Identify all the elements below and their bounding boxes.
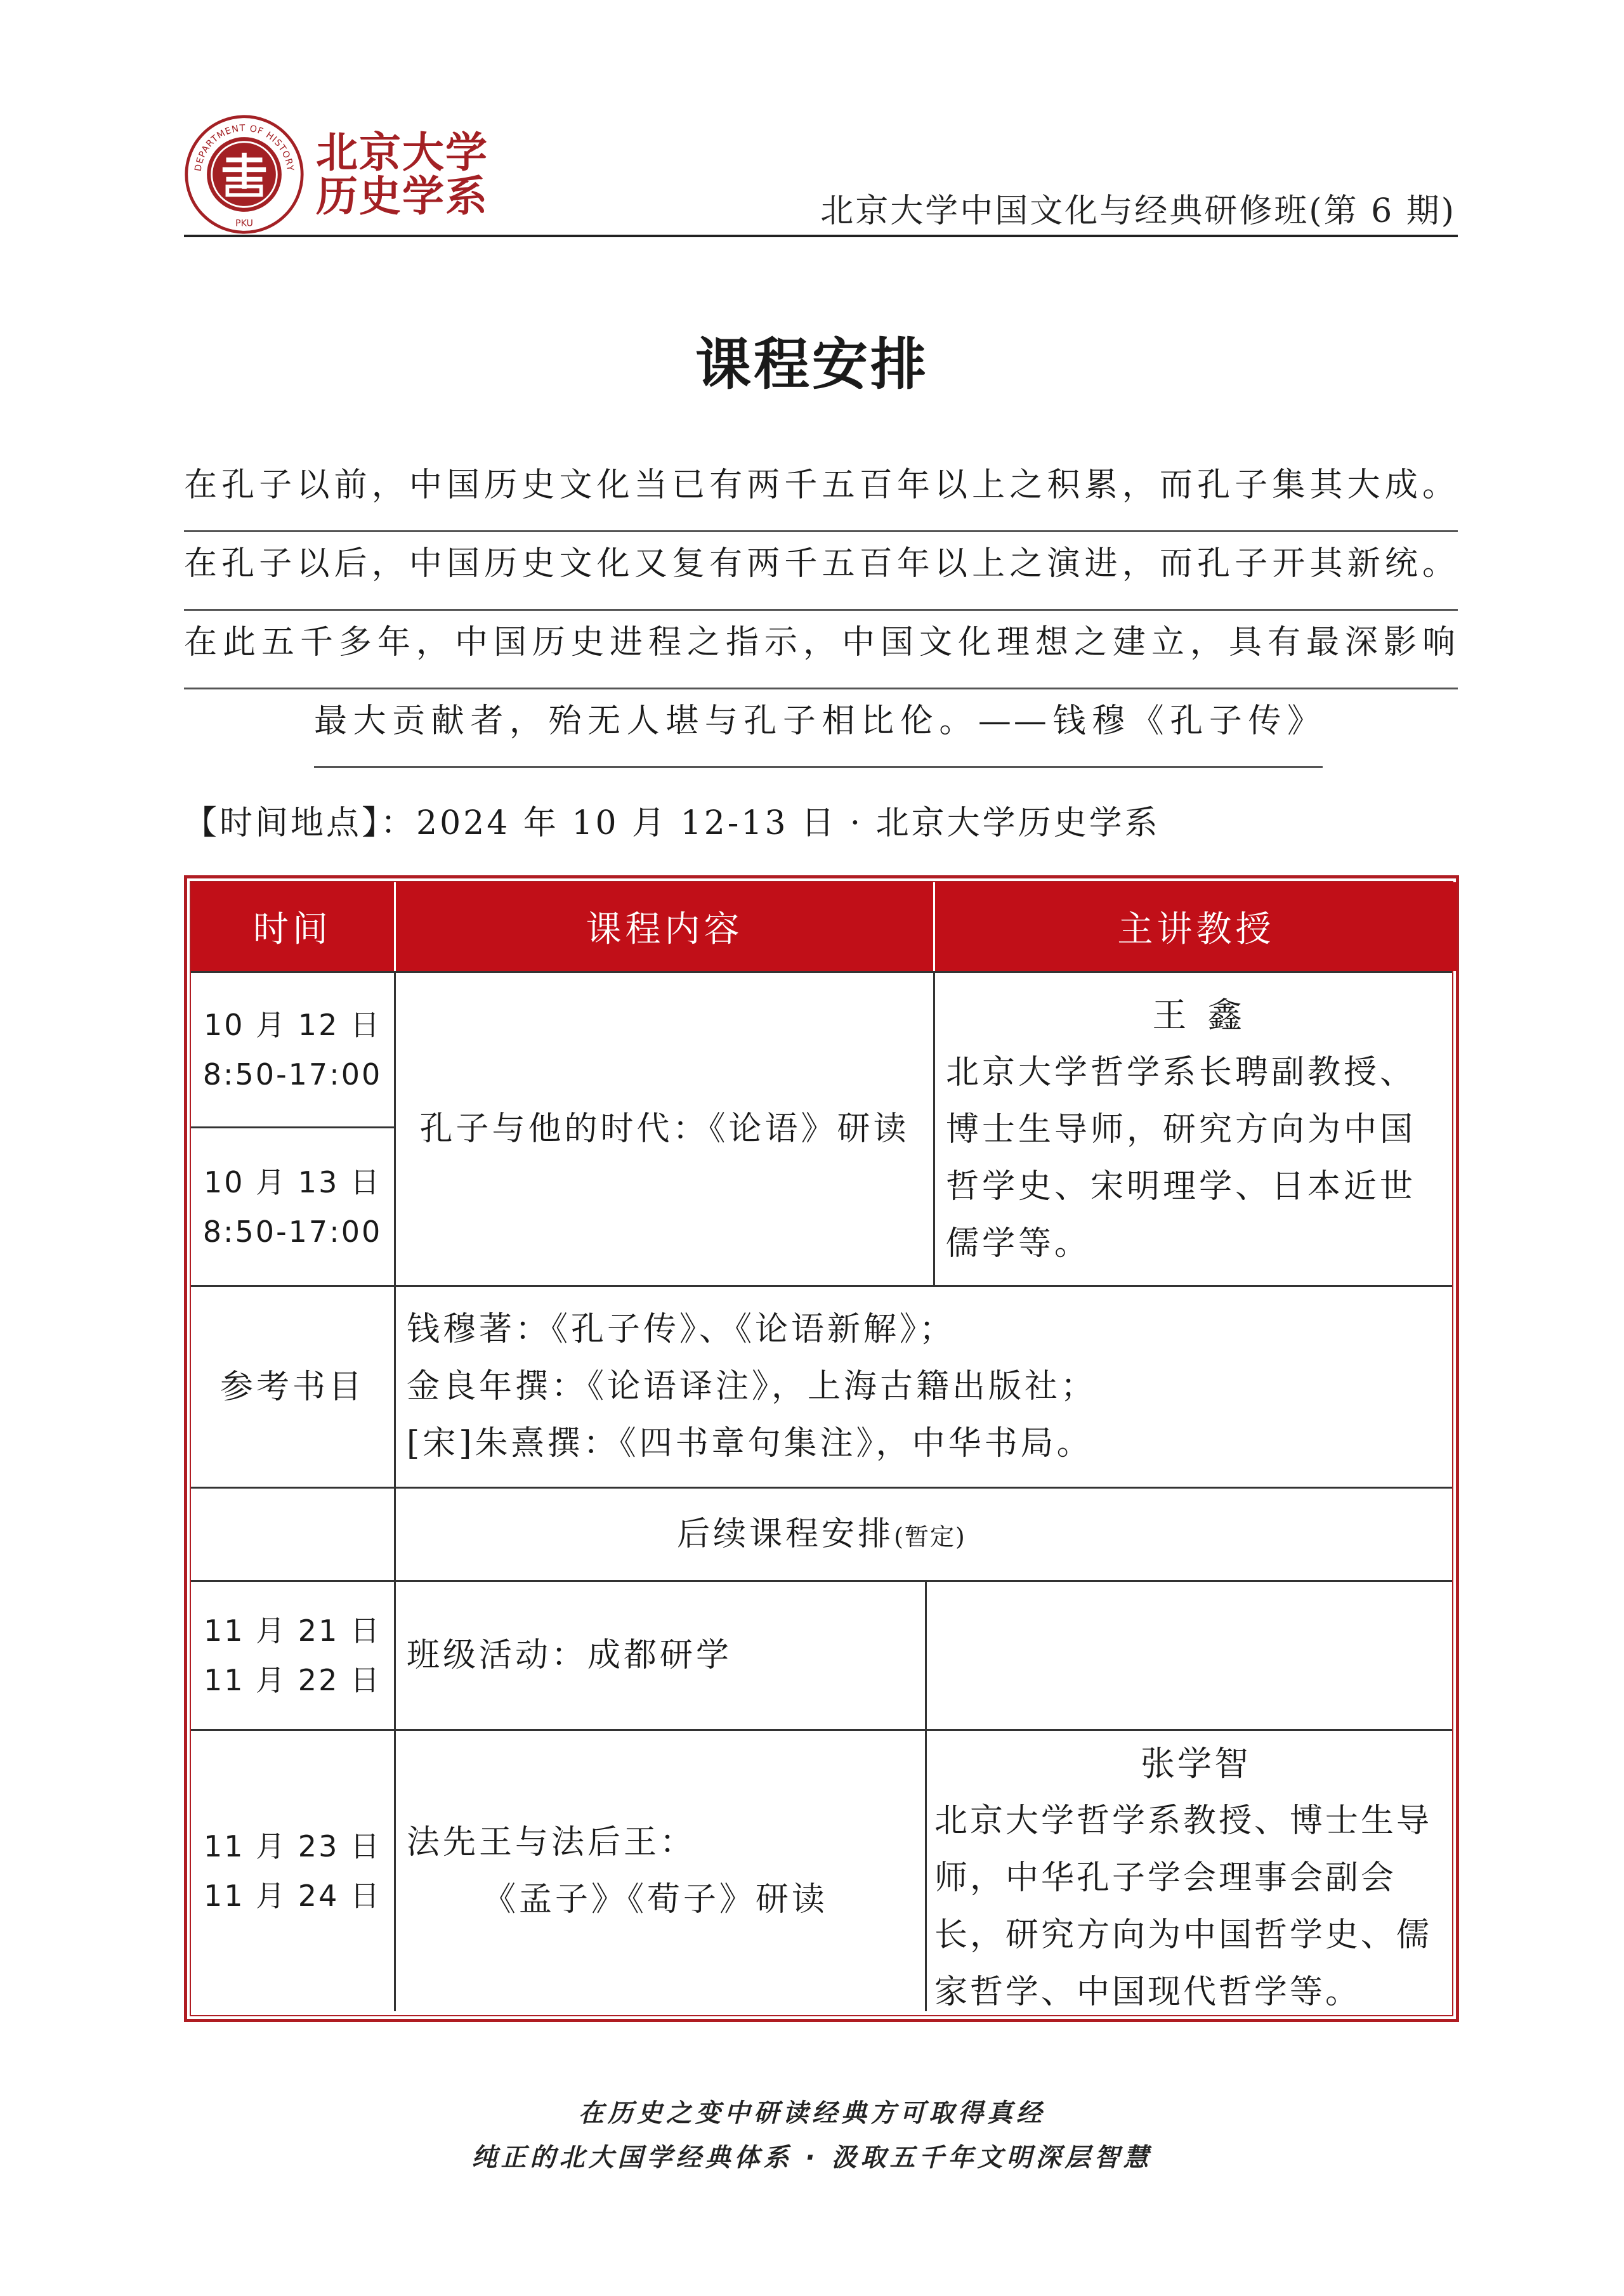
schedule-table-inner xyxy=(190,881,1453,2016)
footer-slogan-2: 纯正的北大国学经典体系 · 汲取五千年文明深层智慧 xyxy=(471,2143,1153,2172)
header-professor: 主讲教授 xyxy=(935,882,1457,971)
session1-professor xyxy=(946,987,1453,1272)
session1-date-day2: 10 月 13 日 8:50-17:00 xyxy=(202,1164,383,1249)
session2-content: 班级活动：成都研学 xyxy=(407,1636,733,1674)
quote-line: 在孔子以前，中国历史文化当已有两千五百年以上之积累，而孔子集其大成。 xyxy=(184,453,1458,532)
time-place: 【时间地点】：2024 年 10 月 12-13 日 · 北京大学历史学系 xyxy=(184,804,1160,842)
professor-bio: 北京大学哲学系教授、博士生导 师，中华孔子学会理事会副会 长，研究方向为中国哲学史、儒 家哲学、中国现代哲学等。 xyxy=(934,1802,1432,2011)
page-title: 课程安排 xyxy=(695,332,929,397)
followup-heading: 后续课程安排 (暂定) xyxy=(677,1515,966,1553)
logo-line-university: 北京大学 xyxy=(316,127,488,177)
program-title: 北京大学中国文化与经典研修班(第 6 期) xyxy=(820,192,1456,230)
professor-name: 张学智 xyxy=(1141,1744,1251,1784)
session1-content: 孔子与他的时代：《论语》研读 xyxy=(419,1110,910,1148)
department-logo xyxy=(184,114,488,235)
schedule-table xyxy=(184,875,1459,2022)
professor-name: 王 鑫 xyxy=(1152,995,1247,1035)
session3-content: 法先王与法后王： 《孟子》《荀子》研读 xyxy=(407,1823,828,1919)
session2-professor xyxy=(927,1582,1453,1729)
reference-item: [宋]朱熹撰：《四书章句集注》，中华书局。 xyxy=(407,1425,1093,1463)
quote-block xyxy=(184,453,1458,768)
reference-item: 钱穆著：《孔子传》、《论语新解》； xyxy=(407,1310,956,1348)
session3-professor xyxy=(934,1735,1457,2021)
department-name xyxy=(316,127,488,221)
quote-line: 在孔子以后，中国历史文化又复有两千五百年以上之演进，而孔子开其新统。 xyxy=(184,532,1458,611)
svg-text:DEPARTMENT OF HISTORY: DEPARTMENT OF HISTORY xyxy=(193,123,296,173)
session1-date-day1: 10 月 12 日 8:50-17:00 xyxy=(202,1008,383,1092)
logo-line-department: 历史学系 xyxy=(316,171,488,221)
svg-text:PKU: PKU xyxy=(235,218,253,229)
footer-slogan-1: 在历史之变中研读经典方可取得真经 xyxy=(579,2099,1045,2128)
quote-line: 在此五千多年，中国历史进程之指示，中国文化理想之建立，具有最深影响 xyxy=(184,611,1458,689)
header-content: 课程内容 xyxy=(396,882,933,971)
professor-bio: 北京大学哲学系长聘副教授、 博士生导师，研究方向为中国 哲学史、宋明理学、日本近世 儒学等。 xyxy=(946,1053,1417,1263)
references-label: 参考书目 xyxy=(219,1367,365,1406)
reference-item: 金良年撰：《论语译注》，上海古籍出版社； xyxy=(407,1367,1097,1406)
quote-line: 最大贡献者，殆无人堪与孔子相比伦。——钱穆《孔子传》 xyxy=(314,689,1323,768)
header-divider xyxy=(184,235,1458,237)
col-divider xyxy=(933,971,935,1285)
department-seal-icon xyxy=(184,114,304,235)
header-time: 时间 xyxy=(191,882,394,971)
session2-date: 11 月 21 日 11 月 22 日 xyxy=(204,1614,381,1697)
references-list xyxy=(407,1301,1447,1472)
session3-date: 11 月 23 日 11 月 24 日 xyxy=(204,1829,381,1913)
